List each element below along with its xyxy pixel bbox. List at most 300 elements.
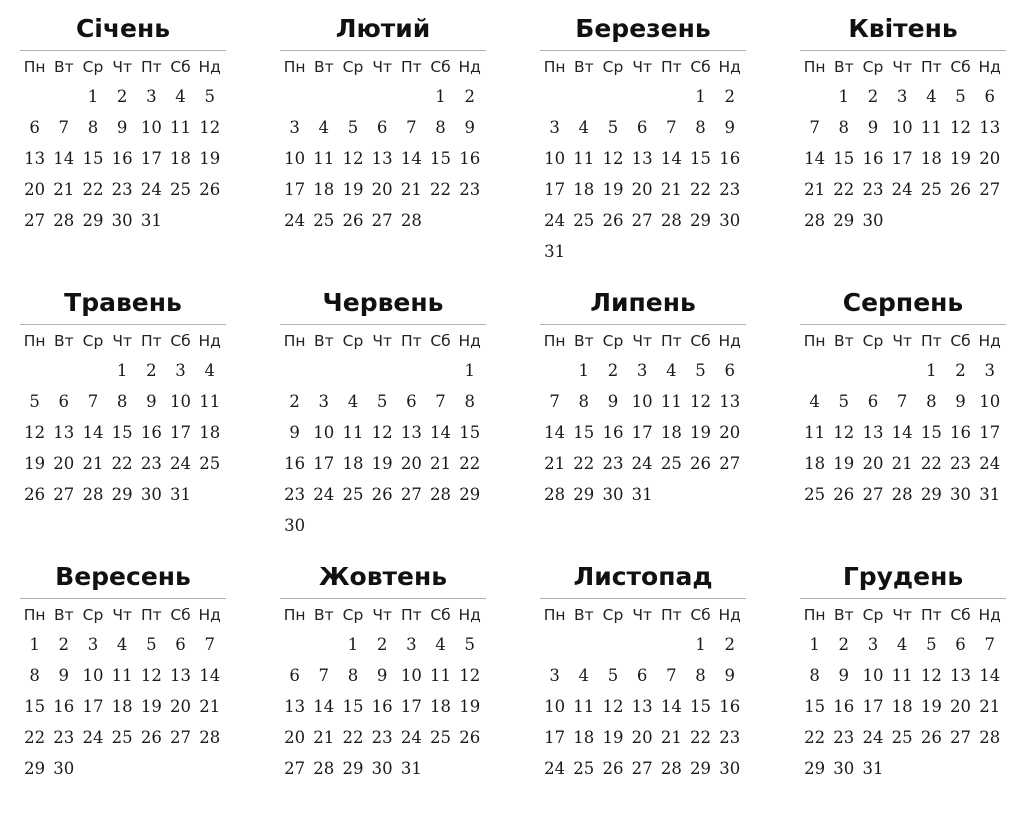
day-cell: 22: [690, 180, 712, 199]
month-divider: [20, 324, 226, 325]
day-cell: 5: [204, 87, 215, 106]
weekday-label: Ср: [82, 58, 104, 76]
weekday-label: Сб: [690, 332, 711, 350]
week-row: [540, 386, 746, 417]
day-cell: 30: [833, 759, 855, 778]
day-cell: 27: [719, 454, 741, 473]
day-cell: 18: [804, 454, 826, 473]
day-cell: 15: [24, 697, 46, 716]
day-cell: 18: [430, 697, 452, 716]
day-cell: 27: [862, 485, 884, 504]
day-cell: 5: [347, 118, 359, 137]
day-cell: 31: [170, 485, 192, 504]
day-cell: 10: [284, 149, 306, 168]
day-cell: 5: [464, 635, 475, 654]
weekday-label: Пт: [401, 606, 422, 624]
weekday-label: Вт: [573, 58, 594, 76]
week-row: [20, 205, 226, 236]
day-cell: 15: [690, 149, 712, 168]
week-row: [800, 479, 1006, 510]
weekday-label: Вт: [573, 332, 594, 350]
day-cell: 17: [891, 149, 913, 168]
day-cell: 20: [719, 423, 741, 442]
weekday-label: Нд: [198, 332, 221, 350]
weekday-label: Сб: [950, 58, 971, 76]
day-cell: 9: [607, 392, 619, 411]
weekday-label: Пн: [543, 58, 566, 76]
day-cell: 12: [140, 666, 162, 685]
weekday-header: [800, 601, 1006, 629]
week-row: [280, 510, 486, 541]
day-cell: 20: [862, 454, 884, 473]
month-title: Липень: [590, 288, 696, 317]
day-cell: 1: [87, 87, 99, 106]
week-row: [540, 660, 746, 691]
day-cell: 3: [289, 118, 300, 137]
day-cell: 27: [371, 211, 393, 230]
week-row: [20, 479, 226, 510]
weekday-label: Пт: [661, 606, 682, 624]
weekday-label: Нд: [718, 606, 741, 624]
day-cell: 6: [289, 666, 300, 685]
day-cell: 16: [950, 423, 972, 442]
day-cell: 14: [199, 666, 221, 685]
day-cell: 7: [318, 666, 330, 685]
day-cell: 17: [631, 423, 653, 442]
day-cell: 26: [920, 728, 942, 747]
day-cell: 26: [342, 211, 364, 230]
day-cell: 24: [544, 759, 566, 778]
weekday-label: Вт: [53, 58, 74, 76]
day-cell: 15: [430, 149, 452, 168]
month-divider: [20, 50, 226, 51]
day-cell: 13: [170, 666, 192, 685]
day-cell: 30: [719, 759, 741, 778]
day-cell: 25: [891, 728, 913, 747]
week-row: [20, 143, 226, 174]
month-divider: [540, 598, 746, 599]
weekday-label: Пн: [283, 606, 306, 624]
day-cell: 26: [140, 728, 162, 747]
day-cell: 23: [371, 728, 393, 747]
day-cell: 9: [289, 423, 300, 442]
day-cell: 3: [146, 87, 157, 106]
weekday-label: Ср: [862, 58, 884, 76]
weekday-label: Чт: [892, 332, 912, 350]
day-cell: 5: [607, 118, 619, 137]
day-cell: 13: [719, 392, 741, 411]
day-cell: 28: [660, 211, 682, 230]
day-cell: 1: [578, 361, 590, 380]
day-cell: 11: [920, 118, 942, 137]
day-cell: 25: [430, 728, 452, 747]
month-title: Жовтень: [318, 562, 448, 591]
day-cell: 30: [371, 759, 393, 778]
weekday-label: Нд: [458, 332, 481, 350]
weekday-label: Ср: [342, 606, 364, 624]
day-cell: 29: [24, 759, 46, 778]
weekday-header: [20, 601, 226, 629]
week-row: [800, 355, 1006, 386]
day-cell: 17: [862, 697, 884, 716]
day-cell: 28: [199, 728, 221, 747]
day-cell: 14: [804, 149, 826, 168]
day-cell: 10: [140, 118, 162, 137]
day-cell: 1: [464, 361, 475, 380]
day-cell: 29: [342, 759, 364, 778]
day-cell: 27: [950, 728, 972, 747]
day-cell: 14: [82, 423, 104, 442]
day-cell: 30: [140, 485, 162, 504]
weekday-label: Вт: [53, 606, 74, 624]
day-cell: 5: [955, 87, 966, 106]
day-cell: 13: [284, 697, 306, 716]
day-cell: 2: [838, 635, 850, 654]
day-cell: 6: [376, 118, 388, 137]
day-cell: 16: [602, 423, 624, 442]
weekday-label: Пт: [661, 332, 682, 350]
week-row: [280, 143, 486, 174]
day-cell: 28: [544, 485, 566, 504]
weekday-label: Нд: [718, 58, 741, 76]
weekday-header: [800, 53, 1006, 81]
weekday-label: Сб: [170, 332, 191, 350]
weekday-label: Сб: [950, 332, 971, 350]
day-cell: 6: [636, 118, 648, 137]
day-cell: 4: [116, 635, 128, 654]
weekday-label: Чт: [892, 606, 912, 624]
day-cell: 22: [430, 180, 452, 199]
day-cell: 19: [371, 454, 393, 473]
day-cell: 26: [602, 759, 624, 778]
day-cell: 1: [809, 635, 820, 654]
week-row: [800, 386, 1006, 417]
day-cell: 12: [833, 423, 855, 442]
day-cell: 20: [170, 697, 192, 716]
week-row: [280, 629, 486, 660]
week-row: [280, 417, 486, 448]
weekday-label: Вт: [573, 606, 594, 624]
day-cell: 7: [435, 392, 446, 411]
day-cell: 19: [140, 697, 162, 716]
day-cell: 28: [53, 211, 75, 230]
day-cell: 1: [116, 361, 128, 380]
day-cell: 29: [920, 485, 942, 504]
day-cell: 8: [809, 666, 820, 685]
day-cell: 4: [175, 87, 186, 106]
weekday-label: Чт: [112, 58, 132, 76]
week-row: [800, 205, 1006, 236]
day-cell: 18: [891, 697, 913, 716]
month-block: [540, 0, 746, 267]
month-block: [280, 0, 486, 236]
day-cell: 23: [950, 454, 972, 473]
day-cell: 8: [435, 118, 446, 137]
day-cell: 31: [400, 759, 422, 778]
weekday-label: Чт: [372, 58, 392, 76]
day-cell: 7: [204, 635, 215, 654]
day-cell: 20: [24, 180, 46, 199]
day-cell: 30: [53, 759, 75, 778]
day-cell: 21: [660, 728, 682, 747]
week-row: [800, 753, 1006, 784]
day-cell: 11: [891, 666, 913, 685]
day-cell: 7: [666, 118, 677, 137]
day-cell: 8: [116, 392, 128, 411]
week-row: [540, 417, 746, 448]
day-cell: 6: [867, 392, 879, 411]
weekday-label: Вт: [53, 332, 74, 350]
day-cell: 24: [979, 454, 1001, 473]
day-cell: 10: [631, 392, 653, 411]
day-cell: 9: [146, 392, 157, 411]
weekday-label: Пн: [283, 58, 306, 76]
day-cell: 29: [573, 485, 595, 504]
weekday-label: Пн: [23, 606, 46, 624]
day-cell: 24: [862, 728, 884, 747]
month-block: [20, 0, 226, 236]
day-cell: 24: [82, 728, 104, 747]
week-row: [540, 629, 746, 660]
day-cell: 6: [175, 635, 186, 654]
day-cell: 5: [607, 666, 619, 685]
day-cell: 5: [926, 635, 937, 654]
day-cell: 21: [82, 454, 104, 473]
day-cell: 25: [573, 759, 595, 778]
week-row: [20, 660, 226, 691]
weekday-label: Ср: [342, 332, 364, 350]
day-cell: 7: [666, 666, 677, 685]
day-cell: 21: [544, 454, 566, 473]
day-cell: 20: [400, 454, 422, 473]
week-row: [800, 722, 1006, 753]
day-cell: 15: [111, 423, 133, 442]
week-row: [540, 355, 746, 386]
day-cell: 1: [695, 87, 706, 106]
day-cell: 8: [29, 666, 40, 685]
month-title: Травень: [64, 288, 182, 317]
week-row: [800, 691, 1006, 722]
day-cell: 21: [313, 728, 335, 747]
day-cell: 25: [111, 728, 133, 747]
day-cell: 8: [578, 392, 590, 411]
day-cell: 16: [719, 697, 741, 716]
day-cell: 1: [347, 635, 359, 654]
month-block: [280, 274, 486, 541]
day-cell: 24: [313, 485, 335, 504]
day-cell: 10: [400, 666, 422, 685]
day-cell: 4: [318, 118, 330, 137]
day-cell: 6: [984, 87, 995, 106]
day-cell: 2: [146, 361, 157, 380]
day-cell: 27: [24, 211, 46, 230]
week-row: [540, 143, 746, 174]
week-row: [20, 355, 226, 386]
weekday-label: Пн: [23, 332, 46, 350]
weekday-label: Пт: [141, 58, 162, 76]
week-row: [540, 691, 746, 722]
month-block: [540, 274, 746, 510]
day-cell: 19: [950, 149, 972, 168]
weekday-label: Нд: [718, 332, 741, 350]
day-cell: 10: [170, 392, 192, 411]
day-cell: 3: [549, 666, 560, 685]
day-cell: 17: [82, 697, 104, 716]
week-row: [20, 722, 226, 753]
day-cell: 16: [111, 149, 133, 168]
day-cell: 2: [289, 392, 300, 411]
day-cell: 14: [544, 423, 566, 442]
weekday-label: Чт: [632, 58, 652, 76]
day-cell: 22: [82, 180, 104, 199]
weekday-label: Пн: [23, 58, 46, 76]
weekday-label: Сб: [950, 606, 971, 624]
day-cell: 7: [549, 392, 560, 411]
weekday-header: [280, 601, 486, 629]
day-cell: 20: [53, 454, 75, 473]
day-cell: 11: [170, 118, 192, 137]
day-cell: 25: [804, 485, 826, 504]
weekday-header: [540, 53, 746, 81]
day-cell: 25: [342, 485, 364, 504]
day-cell: 14: [400, 149, 422, 168]
month-block: [800, 548, 1006, 784]
month-title: Січень: [75, 14, 171, 43]
week-row: [800, 112, 1006, 143]
week-row: [540, 236, 746, 267]
weekday-label: Вт: [313, 606, 334, 624]
day-cell: 17: [544, 728, 566, 747]
weekday-label: Ср: [82, 332, 104, 350]
day-cell: 2: [724, 87, 735, 106]
weekday-header: [280, 327, 486, 355]
day-cell: 21: [891, 454, 913, 473]
weekday-label: Ср: [862, 606, 884, 624]
day-cell: 9: [464, 118, 475, 137]
day-cell: 29: [111, 485, 133, 504]
day-cell: 24: [400, 728, 422, 747]
day-cell: 27: [631, 211, 653, 230]
day-cell: 21: [53, 180, 75, 199]
day-cell: 25: [920, 180, 942, 199]
month-divider: [540, 324, 746, 325]
day-cell: 29: [833, 211, 855, 230]
day-cell: 11: [804, 423, 826, 442]
day-cell: 3: [175, 361, 186, 380]
week-row: [800, 448, 1006, 479]
day-cell: 8: [347, 666, 359, 685]
weekday-label: Вт: [833, 58, 854, 76]
month-title: Лютий: [335, 14, 431, 43]
month-block: [800, 274, 1006, 510]
week-row: [280, 448, 486, 479]
day-cell: 7: [984, 635, 995, 654]
weekday-label: Чт: [632, 606, 652, 624]
day-cell: 23: [833, 728, 855, 747]
week-row: [280, 355, 486, 386]
week-row: [800, 660, 1006, 691]
day-cell: 31: [631, 485, 653, 504]
day-cell: 19: [459, 697, 481, 716]
day-cell: 13: [862, 423, 884, 442]
weekday-label: Пт: [921, 332, 942, 350]
day-cell: 25: [313, 211, 335, 230]
day-cell: 24: [631, 454, 653, 473]
day-cell: 2: [955, 361, 966, 380]
day-cell: 2: [867, 87, 879, 106]
month-divider: [280, 324, 486, 325]
weekday-label: Чт: [632, 332, 652, 350]
week-row: [20, 691, 226, 722]
day-cell: 18: [342, 454, 364, 473]
week-row: [800, 417, 1006, 448]
day-cell: 30: [862, 211, 884, 230]
day-cell: 6: [955, 635, 966, 654]
day-cell: 15: [342, 697, 364, 716]
weekday-header: [20, 327, 226, 355]
day-cell: 19: [199, 149, 221, 168]
week-row: [280, 479, 486, 510]
day-cell: 26: [833, 485, 855, 504]
day-cell: 17: [170, 423, 192, 442]
day-cell: 19: [342, 180, 364, 199]
weekday-label: Ср: [862, 332, 884, 350]
weekday-label: Вт: [313, 58, 334, 76]
day-cell: 26: [24, 485, 46, 504]
day-cell: 18: [573, 728, 595, 747]
day-cell: 23: [284, 485, 306, 504]
month-title: Червень: [322, 288, 444, 317]
day-cell: 28: [804, 211, 826, 230]
day-cell: 4: [435, 635, 446, 654]
day-cell: 3: [318, 392, 330, 411]
month-divider: [800, 598, 1006, 599]
weekday-label: Пт: [401, 58, 422, 76]
day-cell: 11: [573, 697, 595, 716]
day-cell: 14: [313, 697, 335, 716]
day-cell: 20: [371, 180, 393, 199]
weekday-label: Пн: [543, 332, 566, 350]
day-cell: 22: [690, 728, 712, 747]
day-cell: 9: [724, 118, 735, 137]
day-cell: 26: [950, 180, 972, 199]
day-cell: 6: [724, 361, 735, 380]
day-cell: 15: [920, 423, 942, 442]
day-cell: 26: [459, 728, 481, 747]
day-cell: 25: [573, 211, 595, 230]
day-cell: 19: [920, 697, 942, 716]
day-cell: 21: [199, 697, 221, 716]
day-cell: 13: [631, 149, 653, 168]
week-row: [20, 386, 226, 417]
week-row: [20, 629, 226, 660]
weekday-label: Чт: [372, 606, 392, 624]
day-cell: 22: [573, 454, 595, 473]
day-cell: 23: [862, 180, 884, 199]
weekday-label: Ср: [602, 606, 624, 624]
week-row: [280, 660, 486, 691]
day-cell: 18: [313, 180, 335, 199]
day-cell: 5: [838, 392, 850, 411]
day-cell: 13: [24, 149, 46, 168]
day-cell: 15: [82, 149, 104, 168]
weekday-label: Нд: [458, 606, 481, 624]
month-divider: [20, 598, 226, 599]
day-cell: 15: [573, 423, 595, 442]
day-cell: 14: [979, 666, 1001, 685]
weekday-label: Пт: [141, 332, 162, 350]
weekday-label: Вт: [833, 332, 854, 350]
